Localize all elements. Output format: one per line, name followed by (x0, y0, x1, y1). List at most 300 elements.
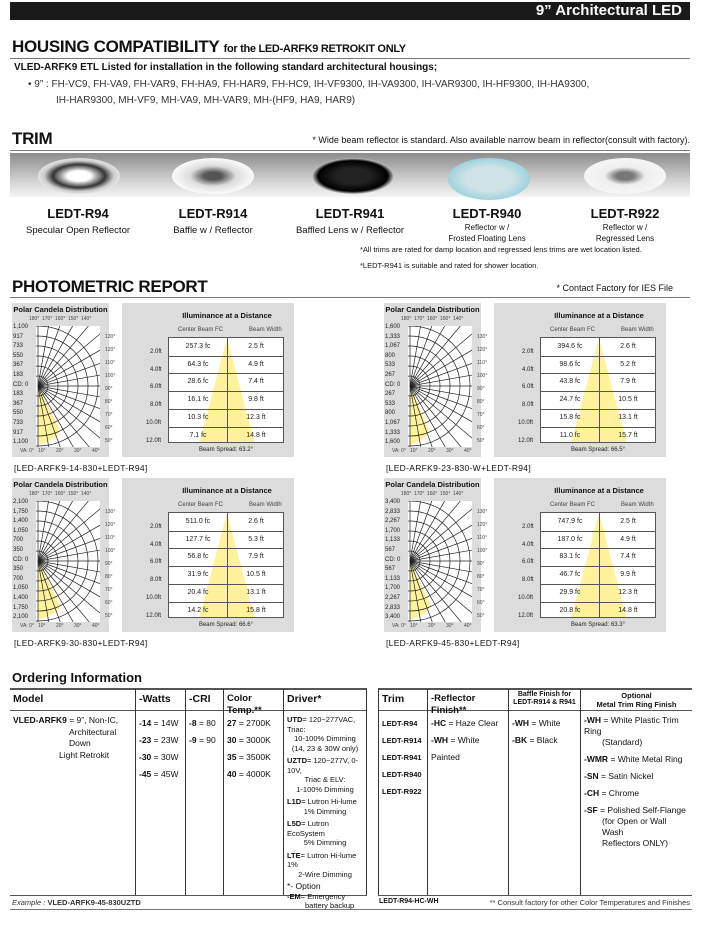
row-divider (169, 356, 284, 357)
center-beam-fc: 46.7 fc (559, 571, 581, 579)
distance-label: 2.0ft (522, 349, 534, 355)
candela-tick: 2,267 (385, 595, 401, 601)
cri-cell (185, 711, 223, 895)
optional-code: -CH (584, 788, 600, 798)
driver-em-code: -EM (287, 891, 301, 901)
trim-option: LEDT-R94 (382, 719, 418, 728)
baffle-option (512, 715, 577, 732)
top-angle: 160° (55, 316, 66, 322)
row-divider (169, 391, 284, 392)
candela-tick: 550 (13, 410, 24, 417)
baffle-desc: = White (531, 718, 561, 728)
trim-desc: Specular Open Reflector (25, 225, 131, 236)
driver-desc: 5% Dimming (303, 838, 347, 847)
row-divider (169, 409, 284, 410)
optional-desc: Reflectors ONLY) (602, 838, 668, 848)
polar-panel (12, 478, 116, 632)
right-angle: 60° (105, 600, 113, 606)
distance-label: 4.0ft (150, 541, 162, 548)
cri-code: -8 (189, 718, 197, 728)
col-optional (580, 689, 692, 711)
col-optional-line1: Optional (621, 691, 652, 700)
col-optional-line2: Metal Trim Ring Finish (596, 700, 677, 709)
col-center-beam: Center Beam FC (178, 502, 224, 508)
reflector-code: -HC (431, 718, 447, 728)
housing-line1: 9” : FH-VC9, FH-VA9, FH-VAR9, FH-HA9, FH-HAR9, FH-HC9, IH-VF9300, IH-VA9300, IH-VAR9300, IH-HF9300, IH-HA9300, (34, 79, 590, 90)
driver-code: UTD (287, 715, 303, 724)
housing-listed: VLED-ARFK9 ETL Listed for installation in the following standard architectural housings; (14, 62, 438, 73)
housing-line2: IH-HAR9300, MH-VF9, MH-VA9, MH-VAR9, MH-(HF9, HA9, HAR9) (56, 95, 356, 106)
candela-tick: 1,067 (385, 343, 401, 350)
candela-tick: 1,133 (385, 575, 401, 582)
driver-code: L1D (287, 797, 302, 806)
distance-label: 2.0ft (150, 349, 162, 355)
polar-title: Polar Candela Distribution (385, 305, 480, 314)
distance-label: 4.0ft (150, 366, 162, 373)
example-label: Example : (12, 898, 46, 907)
right-angle: 90° (105, 386, 113, 392)
optional-cell (580, 711, 692, 895)
right-angle: 90° (105, 561, 113, 567)
candela-tick: 567 (385, 566, 396, 573)
beam-width: 7.9 ft (248, 553, 264, 561)
beam-width: 7.9 ft (620, 378, 636, 386)
candela-tick: 1,050 (13, 585, 29, 592)
row-divider (541, 373, 656, 374)
distance-label: 10.0ft (146, 594, 162, 601)
report-caption: [LED-ARFK9-14-830+LEDT-R94] (14, 463, 148, 473)
candela-tick: 800 (385, 410, 396, 417)
color-option (227, 749, 280, 766)
bottom-angle: 10° (38, 448, 46, 454)
driver-line (287, 756, 363, 775)
beam-width: 2.5 ft (620, 518, 636, 525)
top-angle: 160° (427, 316, 438, 322)
driver-desc: (14, 23 & 30W only) (291, 743, 359, 753)
col-reflector: -Reflector Finish** (427, 689, 508, 711)
bottom-angle: 20° (56, 623, 64, 629)
top-angle: 140° (453, 316, 464, 322)
reflector-desc: = Haze Clear (448, 718, 499, 728)
right-angle: 80° (105, 399, 113, 405)
optional-line (584, 805, 689, 816)
candela-tick: 1,600 (385, 324, 401, 330)
divider (10, 150, 690, 151)
trim-option: LEDT-R914 (382, 736, 422, 745)
photometric-title: PHOTOMETRIC REPORT (12, 277, 208, 296)
candela-tick: 1,400 (13, 595, 29, 601)
bottom-angle: 40° (464, 448, 472, 454)
divider (378, 895, 692, 896)
cri-desc: = 90 (198, 735, 216, 745)
bottom-angle: 10° (38, 623, 46, 629)
beam-spread: Beam Spread: 66.5° (570, 447, 626, 453)
optional-option (584, 771, 689, 782)
trim-image-r941 (312, 158, 394, 194)
driver-option (287, 797, 363, 816)
driver-cell (283, 711, 367, 910)
bottom-angle: 10° (410, 623, 418, 629)
candela-tick: 567 (385, 547, 396, 553)
color-code: 35 (227, 752, 237, 762)
col-center-beam: Center Beam FC (178, 327, 224, 333)
col-baffle (508, 689, 580, 711)
right-angle: 50° (477, 613, 485, 619)
right-angle: 110° (105, 535, 115, 541)
trim-name: LEDT-R922 (590, 206, 660, 221)
trim-name: LEDT-R941 (315, 206, 385, 221)
center-beam-fc: 511.0 fc (185, 518, 211, 525)
optional-code: -SF (584, 805, 598, 815)
cri-option (189, 715, 220, 732)
illuminance-title: Illuminance at a Distance (554, 486, 644, 495)
center-beam-fc: 10.3 fc (187, 413, 209, 421)
trim-desc: Reflector w / (602, 223, 648, 232)
center-beam-fc: 7.1 fc (189, 431, 207, 439)
right-angle: 50° (105, 613, 113, 619)
color-desc: = 2700K (238, 718, 271, 728)
optional-code: -SN (584, 771, 599, 781)
optional-code: -WH (584, 715, 601, 725)
housing-subtitle: for the LED-ARFK9 RETROKIT ONLY (223, 43, 406, 55)
trim-name: LEDT-R940 (452, 206, 522, 221)
candela-tick: 3,400 (385, 614, 401, 621)
polar-panel (12, 303, 116, 457)
watts-desc: = 14W (153, 718, 179, 728)
candela-tick: 800 (385, 352, 396, 359)
row-divider (169, 427, 284, 428)
top-angle: 140° (81, 491, 92, 497)
driver-line (287, 819, 363, 838)
driver-desc: = 120~277VAC, Triac: (287, 715, 356, 734)
color-desc: = 3500K (238, 752, 271, 762)
right-angle: 100° (477, 373, 488, 379)
watts-code: -23 (139, 735, 152, 745)
center-beam-fc: 56.8 fc (187, 553, 209, 561)
trim-name: LEDT-R914 (178, 206, 248, 221)
candela-tick: 367 (13, 362, 24, 369)
watts-option (139, 749, 182, 766)
reflector-cell (427, 711, 508, 895)
beam-width: 7.4 ft (620, 553, 636, 561)
beam-width: 14.8 ft (618, 606, 638, 614)
polar-title: Polar Candela Distribution (385, 480, 480, 489)
center-beam-fc: 394.6 fc (557, 343, 583, 350)
driver-code: LTE (287, 850, 301, 860)
driver-desc: 1-100% Dimming (296, 784, 354, 794)
distance-label: 12.0ft (146, 612, 162, 619)
top-angle: 150° (68, 316, 79, 322)
beam-spread: Beam Spread: 63.3° (570, 622, 626, 628)
ordering-example (12, 898, 141, 907)
row-divider (541, 548, 656, 549)
bottom-angle: 10° (410, 448, 418, 454)
right-angle: 80° (105, 574, 113, 580)
distance-label: 6.0ft (522, 384, 534, 391)
divider (10, 297, 690, 298)
beam-width: 7.4 ft (248, 378, 264, 386)
center-beam-fc: 16.1 fc (187, 396, 209, 404)
driver-em-desc: battery backup (305, 901, 355, 910)
candela-tick: 1,333 (385, 429, 401, 436)
color-option (227, 766, 280, 783)
color-desc: = 4000K (238, 769, 271, 779)
beam-width: 2.5 ft (248, 343, 264, 350)
polar-title: Polar Candela Distribution (13, 305, 108, 314)
col-color-temp: Color Temp.** (223, 689, 283, 711)
color-code: 40 (227, 769, 237, 779)
optional-desc: = Satin Nickel (601, 771, 654, 781)
driver-code: L5D (287, 819, 302, 828)
candela-tick: 2,100 (13, 499, 29, 505)
model-desc3: Light Retrokit (59, 749, 110, 760)
candela-tick: 1,700 (385, 527, 401, 534)
center-beam-fc: 257.3 fc (185, 343, 211, 350)
cri-desc: = 80 (198, 718, 216, 728)
row-divider (541, 391, 656, 392)
optional-code: -WMR (584, 754, 609, 764)
model-desc1: = 9”, Non-IC, (69, 715, 119, 725)
candela-tick: 1,700 (385, 585, 401, 592)
right-angle: 90° (477, 386, 485, 392)
optional-desc: = Polished Self-Flange (600, 805, 686, 815)
baffle-desc: = Black (529, 735, 558, 745)
page-header-title: 9” Architectural LED (535, 2, 682, 19)
candela-tick: 917 (13, 333, 24, 340)
watts-cell (135, 711, 185, 895)
top-angle: 140° (453, 491, 464, 497)
row-divider (169, 548, 284, 549)
top-angle: 140° (81, 316, 92, 322)
beam-width: 2.6 ft (620, 343, 636, 350)
center-beam-fc: 15.8 fc (559, 413, 581, 421)
top-angle: 170° (42, 316, 53, 322)
polar-panel (384, 478, 488, 632)
baffle-code: -WH (512, 718, 529, 728)
illuminance-panel (494, 303, 666, 457)
center-beam-fc: 43.8 fc (559, 378, 581, 386)
center-beam-fc: 11.0 fc (559, 431, 581, 439)
distance-label: 12.0ft (518, 437, 534, 444)
trim-footnote-2: *LEDT-R941 is suitable and rated for shower location. (360, 261, 539, 270)
distance-label: 12.0ft (518, 612, 534, 619)
cri-code: -9 (189, 735, 197, 745)
baffle-code: -BK (512, 735, 528, 745)
trim-option: LEDT-R922 (382, 787, 422, 796)
right-angle: 130° (477, 334, 488, 340)
driver-option (287, 756, 363, 794)
bottom-angle: VA: 0° (20, 448, 34, 454)
optional-desc: (Standard) (602, 737, 643, 747)
bottom-angle: 30° (446, 448, 454, 454)
col-beam-width: Beam Width (621, 327, 654, 333)
distance-label: 10.0ft (518, 594, 534, 601)
top-angle: 160° (427, 491, 438, 497)
trim-option: LEDT-R940 (382, 770, 422, 779)
col-baffle-line2: LEDT-R914 & R941 (513, 699, 576, 706)
model-desc2: Architectural Down (69, 726, 117, 748)
col-center-beam: Center Beam FC (550, 502, 596, 508)
driver-desc: = Lutron EcoSystem (287, 819, 329, 838)
right-angle: 70° (105, 412, 113, 418)
col-driver: Driver* (283, 689, 367, 711)
watts-code: -30 (139, 752, 152, 762)
polar-panel (384, 303, 488, 457)
center-beam-fc: 31.9 fc (187, 571, 209, 579)
col-model: Model (13, 693, 44, 705)
col-watts: -Watts (135, 689, 185, 711)
driver-line (287, 715, 363, 734)
trim-desc: Reflector w / (464, 223, 510, 232)
right-angle: 120° (105, 522, 116, 528)
polar-grid (36, 326, 100, 447)
right-angle: 70° (477, 412, 485, 418)
distance-label: 10.0ft (146, 419, 162, 426)
center-beam-fc: 29.9 fc (559, 588, 581, 596)
beam-width: 10.5 ft (618, 396, 638, 404)
illuminance-title: Illuminance at a Distance (182, 486, 272, 495)
candela-tick: 2,267 (385, 518, 401, 525)
polar-spoke (410, 520, 472, 561)
report-caption: [LED-ARFK9-23-830-W+LEDT-R94] (386, 463, 531, 473)
optional-desc: = White Plastic Trim Ring (584, 715, 679, 736)
bottom-angle: 20° (428, 448, 436, 454)
candela-tick: 183 (13, 391, 24, 398)
reflector-option (431, 732, 505, 766)
optional-option (584, 715, 689, 748)
center-beam-fc: 64.3 fc (187, 360, 209, 368)
beam-width: 15.7 ft (618, 431, 638, 439)
baffle-cell (508, 711, 580, 895)
trim-footnote-1: *All trims are rated for damp location and regressed lens trims are wet location listed. (360, 245, 642, 254)
candela-tick: 3,400 (385, 499, 401, 505)
trim-desc: Frosted Floating Lens (448, 234, 526, 243)
center-beam-fc: 14.2 fc (187, 606, 209, 614)
row-divider (541, 356, 656, 357)
watts-code: -45 (139, 769, 152, 779)
illuminance-panel (122, 303, 294, 457)
reflector-option (431, 715, 505, 732)
polar-grid (36, 501, 100, 622)
model-code: VLED-ARFK9 (13, 715, 67, 725)
beam-spread: Beam Spread: 63.2° (198, 447, 254, 453)
optional-desc: = Chrome (601, 788, 640, 798)
col-beam-width: Beam Width (249, 502, 282, 508)
polar-spoke (410, 345, 472, 386)
driver-line (287, 851, 363, 870)
right-angle: 60° (105, 425, 113, 431)
bottom-angle: VA: 0° (392, 623, 406, 629)
right-angle: 120° (477, 522, 488, 528)
color-code: 27 (227, 718, 237, 728)
bottom-angle: 20° (56, 448, 64, 454)
color-option (227, 732, 280, 749)
driver-desc: 10-100% Dimming (294, 734, 356, 743)
trim-cell (378, 711, 427, 895)
optional-line (584, 771, 689, 782)
candela-tick: 1,067 (385, 420, 401, 426)
distance-label: 8.0ft (150, 577, 162, 584)
driver-option-note: *- Option (287, 881, 321, 891)
candela-tick: CD: 0 (385, 556, 401, 563)
driver-code: UZTD (287, 756, 307, 765)
ordering-title: Ordering Information (12, 670, 142, 685)
candela-tick: 733 (13, 420, 24, 426)
right-angle: 100° (477, 548, 488, 554)
candela-tick: 183 (13, 372, 24, 378)
watts-option (139, 766, 182, 783)
right-angle: 50° (477, 438, 485, 444)
beam-width: 12.3 ft (246, 413, 266, 421)
distance-label: 8.0ft (522, 402, 534, 409)
watts-desc: = 23W (153, 735, 179, 745)
beam-width: 9.8 ft (248, 396, 264, 404)
right-angle: 130° (105, 509, 116, 515)
driver-option (287, 715, 363, 753)
candela-tick: 533 (385, 400, 396, 407)
watts-option (139, 732, 182, 749)
driver-desc: = 120~277V, 0-10V, (287, 756, 359, 775)
candela-tick: 1,100 (13, 439, 29, 446)
candela-tick: 1,133 (385, 537, 401, 544)
candela-tick: 1,100 (13, 324, 29, 330)
row-divider (541, 409, 656, 410)
housing-title-text: HOUSING COMPATIBILITY (12, 37, 220, 56)
driver-em-desc: = Emergency (300, 891, 346, 901)
driver-desc: Triac & ELV: (304, 775, 346, 784)
reflector-code: -WH (431, 735, 448, 745)
trim-desc: Baffle w / Reflector (173, 225, 253, 236)
polar-spoke (38, 326, 79, 386)
distance-label: 6.0ft (150, 559, 162, 566)
driver-option (287, 819, 363, 848)
bottom-angle: 40° (92, 448, 100, 454)
row-divider (169, 566, 284, 567)
col-beam-width: Beam Width (249, 327, 282, 333)
row-divider (541, 602, 656, 603)
col-baffle-line1: Baffle Finish for (517, 691, 572, 698)
polar-spoke (38, 345, 100, 386)
beam-width: 5.2 ft (620, 360, 636, 368)
distance-label: 8.0ft (522, 577, 534, 584)
report-caption: [LED-ARFK9-30-830+LEDT-R94] (14, 638, 148, 648)
driver-desc: 2-Wire Dimming (298, 869, 352, 879)
beam-width: 13.1 ft (246, 588, 266, 596)
illuminance-title: Illuminance at a Distance (182, 311, 272, 320)
polar-grid (408, 501, 472, 622)
trim-image-r914 (172, 158, 254, 194)
right-angle: 120° (105, 347, 116, 353)
right-angle: 100° (105, 548, 116, 554)
housing-title (12, 37, 406, 57)
candela-tick: CD: 0 (385, 381, 401, 388)
trim-desc: Regressed Lens (595, 234, 655, 243)
center-beam-fc: 747.9 fc (557, 518, 583, 525)
right-angle: 50° (105, 438, 113, 444)
bottom-angle: 20° (428, 623, 436, 629)
distance-label: 2.0ft (522, 524, 534, 530)
right-angle: 100° (105, 373, 116, 379)
row-divider (541, 531, 656, 532)
row-divider (169, 584, 284, 585)
row-divider (541, 584, 656, 585)
example-code: VLED-ARFK9-45-830UZTD (47, 898, 141, 907)
row-divider (541, 427, 656, 428)
row-divider (541, 566, 656, 567)
page-header-bar (10, 2, 690, 20)
candela-tick: 733 (13, 343, 24, 350)
driver-em (287, 892, 363, 902)
